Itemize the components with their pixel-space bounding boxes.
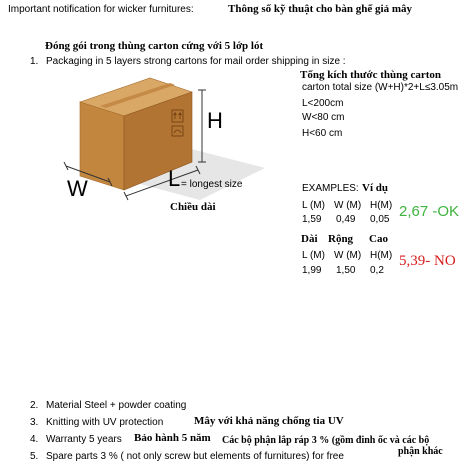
item-1-text: Packaging in 5 layers strong cartons for mail order shipping in size : <box>46 56 346 67</box>
header-vi-height: Cao <box>369 233 388 245</box>
row2-header-h: H(M) <box>370 250 393 261</box>
item-5-text: Spare parts 3 % ( not only screw but elements of furnitures) for free <box>46 451 344 462</box>
item-2-text: Material Steel + powder coating <box>46 400 187 411</box>
width-label: W <box>67 176 88 201</box>
notification-vietnamese: Thông số kỹ thuật cho bàn ghế giả mây <box>228 3 412 15</box>
size-formula: carton total size (W+H)*2+L≤3.05m <box>302 82 459 93</box>
examples-label-vietnamese: Ví dụ <box>362 182 388 194</box>
header-vi-width: Rộng <box>328 233 354 245</box>
limit-width: W<80 cm <box>302 112 345 123</box>
item-3-number: 3. <box>30 417 39 428</box>
height-label: H <box>207 108 223 133</box>
header-h: H(M) <box>370 200 393 211</box>
item-4-text: Warranty 5 years <box>46 434 122 445</box>
row2-l: 1,99 <box>302 265 322 276</box>
examples-label: EXAMPLES: <box>302 183 359 194</box>
item-3-text: Knitting with UV protection <box>46 417 164 428</box>
row1-l: 1,59 <box>302 214 322 225</box>
row2-header-l: L (M) <box>302 250 325 261</box>
header-vi-length: Dài <box>301 233 318 245</box>
item-3-vietnamese: Mây với khả năng chống tia UV <box>194 415 344 427</box>
row1-result: 2,67 -OK <box>399 203 460 220</box>
spare-parts-vietnamese-line2: phận khác <box>398 446 443 457</box>
row2-h: 0,2 <box>370 265 384 276</box>
item-4-number: 4. <box>30 434 39 445</box>
item-5-number: 5. <box>30 451 39 462</box>
length-note: = longest size <box>181 179 243 190</box>
notification-label: Important notification for wicker furnitures: <box>8 4 194 15</box>
length-label: L <box>168 166 181 191</box>
row2-w: 1,50 <box>336 265 356 276</box>
item-2-number: 2. <box>30 400 39 411</box>
length-vietnamese: Chiều dài <box>170 201 216 213</box>
row2-result: 5,39- NO <box>399 253 456 269</box>
row1-h: 0,05 <box>370 214 390 225</box>
header-w: W (M) <box>334 200 362 211</box>
item-1-number: 1. <box>30 56 39 67</box>
item-4-vietnamese: Bảo hành 5 năm <box>134 432 211 444</box>
spare-parts-vietnamese-line1: Các bộ phận lắp ráp 3 % (gồm đinh ốc và các bộ <box>222 435 430 446</box>
size-title-vietnamese: Tổng kích thước thùng carton <box>300 69 442 81</box>
packaging-heading: Đóng gói trong thùng carton cứng với 5 lớp lót <box>45 40 264 52</box>
header-l: L (M) <box>302 200 325 211</box>
row2-header-w: W (M) <box>334 250 362 261</box>
row1-w: 0,49 <box>336 214 356 225</box>
limit-height: H<60 cm <box>302 128 343 139</box>
limit-length: L<200cm <box>302 98 344 109</box>
